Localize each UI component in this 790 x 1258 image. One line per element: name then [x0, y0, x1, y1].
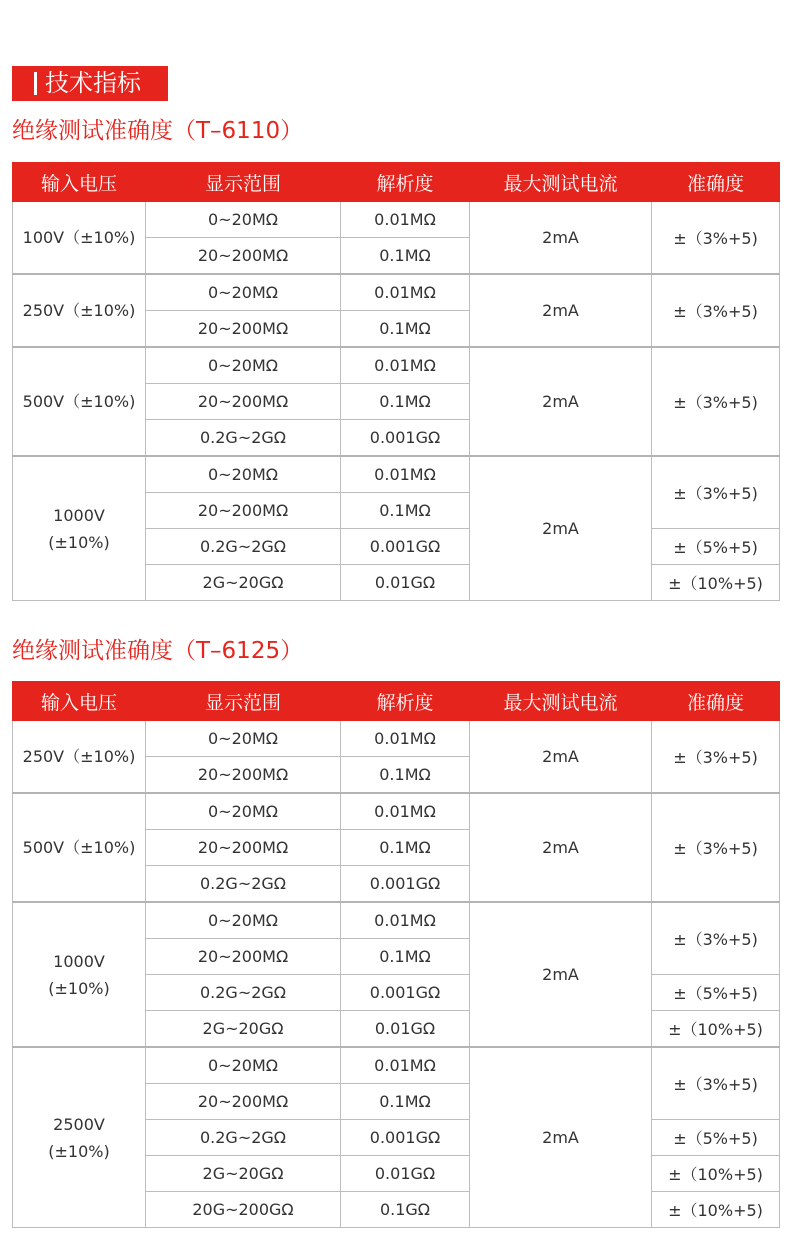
resolution-cell: 0.001GΩ	[341, 866, 470, 903]
display-range-cell: 0~20MΩ	[146, 1047, 341, 1084]
accuracy-table-t6125	[12, 681, 780, 1228]
max-test-current-cell: 2mA	[470, 347, 652, 456]
resolution-cell: 0.1GΩ	[341, 1192, 470, 1228]
accuracy-cell: ±（10%+5)	[652, 565, 780, 601]
accuracy-cell: ±（3%+5)	[652, 1047, 780, 1120]
display-range-cell: 0~20MΩ	[146, 793, 341, 830]
max-test-current-cell: 2mA	[470, 1047, 652, 1228]
accuracy-table-t6110	[12, 162, 780, 601]
display-range-cell: 2G~20GΩ	[146, 565, 341, 601]
resolution-cell: 0.01GΩ	[341, 565, 470, 601]
input-voltage-cell	[13, 1047, 146, 1228]
input-voltage-text: 500V（±10%)	[22, 838, 136, 857]
column-header: 显示范围	[146, 682, 341, 721]
display-range-cell: 0~20MΩ	[146, 456, 341, 493]
table-row	[13, 274, 780, 311]
column-header: 准确度	[652, 682, 780, 721]
display-range-cell: 0~20MΩ	[146, 721, 341, 757]
input-voltage-text: (±10%)	[48, 1141, 110, 1161]
column-header: 显示范围	[146, 163, 341, 202]
resolution-cell: 0.001GΩ	[341, 1120, 470, 1156]
accuracy-cell: ±（10%+5)	[652, 1156, 780, 1192]
accuracy-cell: ±（3%+5)	[652, 202, 780, 275]
display-range-cell: 0.2G~2GΩ	[146, 529, 341, 565]
table-header-row	[13, 163, 780, 202]
max-test-current-cell: 2mA	[470, 274, 652, 347]
resolution-cell: 0.001GΩ	[341, 975, 470, 1011]
display-range-cell: 2G~20GΩ	[146, 1156, 341, 1192]
accuracy-cell: ±（3%+5)	[652, 347, 780, 456]
input-voltage-cell	[13, 274, 146, 347]
display-range-cell: 20~200MΩ	[146, 939, 341, 975]
resolution-cell: 0.1MΩ	[341, 939, 470, 975]
accuracy-cell: ±（10%+5)	[652, 1192, 780, 1228]
display-range-cell: 20~200MΩ	[146, 493, 341, 529]
display-range-cell: 0.2G~2GΩ	[146, 975, 341, 1011]
input-voltage-cell	[13, 721, 146, 794]
table-row	[13, 347, 780, 384]
display-range-cell: 20G~200GΩ	[146, 1192, 341, 1228]
display-range-cell: 0~20MΩ	[146, 902, 341, 939]
max-test-current-cell: 2mA	[470, 793, 652, 902]
input-voltage-text: 250V（±10%)	[22, 747, 136, 766]
resolution-cell: 0.01MΩ	[341, 274, 470, 311]
accuracy-cell: ±（5%+5)	[652, 975, 780, 1011]
resolution-cell: 0.001GΩ	[341, 529, 470, 565]
column-header: 输入电压	[13, 682, 146, 721]
resolution-cell: 0.01GΩ	[341, 1156, 470, 1192]
table-header-row	[13, 682, 780, 721]
display-range-cell: 20~200MΩ	[146, 757, 341, 794]
display-range-cell: 20~200MΩ	[146, 311, 341, 348]
resolution-cell: 0.01MΩ	[341, 456, 470, 493]
accuracy-cell: ±（5%+5)	[652, 1120, 780, 1156]
table-row	[13, 202, 780, 238]
max-test-current-cell: 2mA	[470, 721, 652, 794]
resolution-cell: 0.01MΩ	[341, 721, 470, 757]
section-heading-text: 技术指标	[45, 69, 141, 97]
column-header: 最大测试电流	[470, 163, 652, 202]
max-test-current-cell: 2mA	[470, 202, 652, 275]
resolution-cell: 0.01MΩ	[341, 793, 470, 830]
resolution-cell: 0.01MΩ	[341, 347, 470, 384]
display-range-cell: 20~200MΩ	[146, 384, 341, 420]
input-voltage-text: (±10%)	[48, 532, 110, 552]
column-header: 解析度	[341, 163, 470, 202]
display-range-cell: 0~20MΩ	[146, 347, 341, 384]
resolution-cell: 0.1MΩ	[341, 238, 470, 275]
input-voltage-cell	[13, 902, 146, 1047]
display-range-cell: 0.2G~2GΩ	[146, 420, 341, 457]
display-range-cell: 20~200MΩ	[146, 830, 341, 866]
resolution-cell: 0.01MΩ	[341, 202, 470, 238]
input-voltage-cell	[13, 347, 146, 456]
heading-accent-bar	[34, 72, 37, 95]
input-voltage-text: 2500V	[53, 1114, 105, 1134]
display-range-cell: 0~20MΩ	[146, 274, 341, 311]
input-voltage-text: (±10%)	[48, 978, 110, 998]
input-voltage-cell	[13, 793, 146, 902]
table-row	[13, 793, 780, 830]
input-voltage-text: 100V（±10%)	[22, 228, 136, 247]
table-row	[13, 456, 780, 493]
column-header: 输入电压	[13, 163, 146, 202]
max-test-current-cell: 2mA	[470, 902, 652, 1047]
accuracy-cell: ±（3%+5)	[652, 721, 780, 794]
resolution-cell: 0.01MΩ	[341, 1047, 470, 1084]
input-voltage-text: 1000V	[53, 505, 105, 525]
display-range-cell: 0.2G~2GΩ	[146, 866, 341, 903]
input-voltage-text: 500V（±10%)	[22, 392, 136, 411]
display-range-cell: 0.2G~2GΩ	[146, 1120, 341, 1156]
section-heading	[12, 66, 168, 101]
display-range-cell: 20~200MΩ	[146, 1084, 341, 1120]
display-range-cell: 2G~20GΩ	[146, 1011, 341, 1048]
resolution-cell: 0.1MΩ	[341, 493, 470, 529]
resolution-cell: 0.1MΩ	[341, 384, 470, 420]
accuracy-cell: ±（3%+5)	[652, 274, 780, 347]
resolution-cell: 0.001GΩ	[341, 420, 470, 457]
column-header: 最大测试电流	[470, 682, 652, 721]
table-row	[13, 902, 780, 939]
resolution-cell: 0.1MΩ	[341, 311, 470, 348]
max-test-current-cell: 2mA	[470, 456, 652, 601]
input-voltage-text: 1000V	[53, 951, 105, 971]
resolution-cell: 0.01MΩ	[341, 902, 470, 939]
resolution-cell: 0.1MΩ	[341, 1084, 470, 1120]
table-title-t6110: 绝缘测试准确度（T–6110）	[12, 118, 304, 144]
input-voltage-cell	[13, 202, 146, 275]
accuracy-cell: ±（3%+5)	[652, 902, 780, 975]
resolution-cell: 0.01GΩ	[341, 1011, 470, 1048]
resolution-cell: 0.1MΩ	[341, 830, 470, 866]
accuracy-cell: ±（3%+5)	[652, 793, 780, 902]
column-header: 解析度	[341, 682, 470, 721]
column-header: 准确度	[652, 163, 780, 202]
accuracy-cell: ±（3%+5)	[652, 456, 780, 529]
accuracy-cell: ±（5%+5)	[652, 529, 780, 565]
input-voltage-text: 250V（±10%)	[22, 301, 136, 320]
input-voltage-cell	[13, 456, 146, 601]
resolution-cell: 0.1MΩ	[341, 757, 470, 794]
display-range-cell: 20~200MΩ	[146, 238, 341, 275]
table-title-t6125: 绝缘测试准确度（T–6125）	[12, 638, 304, 664]
display-range-cell: 0~20MΩ	[146, 202, 341, 238]
table-row	[13, 721, 780, 757]
table-row	[13, 1047, 780, 1084]
accuracy-cell: ±（10%+5)	[652, 1011, 780, 1048]
